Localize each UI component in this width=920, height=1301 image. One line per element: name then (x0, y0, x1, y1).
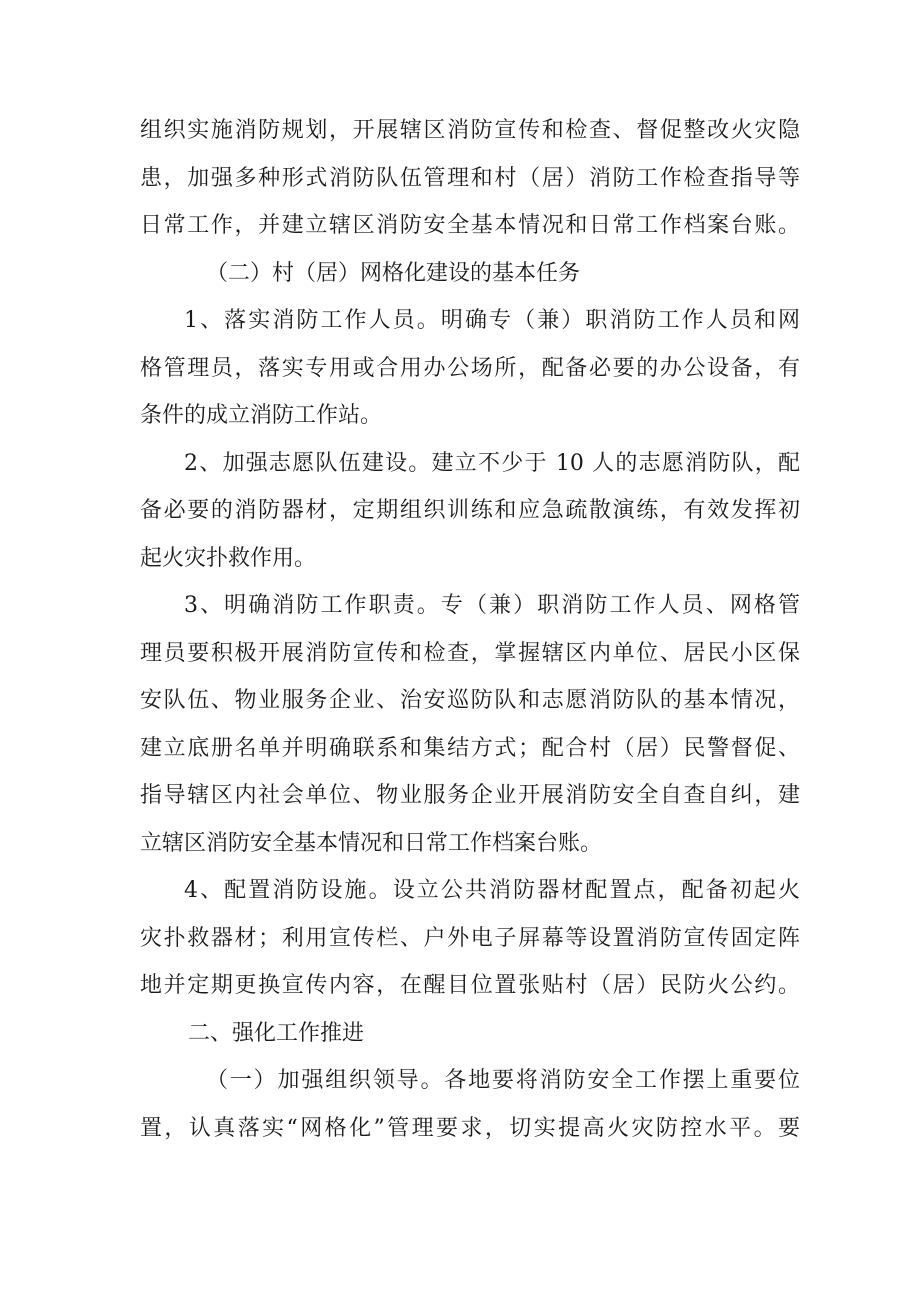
document-body (140, 107, 800, 1152)
section-heading: （二）村（居）网格化建设的基本任务 (206, 260, 581, 286)
paragraph-line: 组织实施消防规划，开展辖区消防宣传和检查、督促整改火灾隐 (140, 118, 800, 143)
paragraph-line: 灾扑救器材；利用宣传栏、户外电子屏幕等设置消防宣传固定阵 (140, 925, 800, 951)
paragraph-line: 条件的成立消防工作站。 (140, 403, 383, 428)
paragraph-line: 患，加强多种形式消防队伍管理和村（居）消防工作检查指导等 (140, 165, 800, 191)
paragraph-line: 起火灾扑救作用。 (140, 545, 317, 571)
paragraph-line: 格管理员，落实专用或合用办公场所，配备必要的办公设备，有 (140, 355, 800, 381)
paragraph-line: 立辖区消防安全基本情况和日常工作档案台账。 (140, 830, 603, 856)
paragraph-line: 指导辖区内社会单位、物业服务企业开展消防安全自查自纠，建 (140, 783, 800, 808)
paragraph-line: 2、加强志愿队伍建设。建立不少于 10 人的志愿消防队，配 (184, 450, 800, 476)
paragraph-line: 备必要的消防器材，定期组织训练和应急疏散演练，有效发挥初 (140, 498, 800, 523)
paragraph-line: 3、明确消防工作职责。专（兼）职消防工作人员、网格管 (184, 593, 800, 618)
paragraph-line: 理员要积极开展消防宣传和检查，掌握辖区内单位、居民小区保 (140, 640, 800, 666)
paragraph-line: 1、落实消防工作人员。明确专（兼）职消防工作人员和网 (184, 308, 800, 333)
section-heading: 二、强化工作推进 (188, 1020, 365, 1046)
paragraph-line: （一）加强组织领导。各地要将消防安全工作摆上重要位 (206, 1068, 800, 1093)
paragraph-line: 4、配置消防设施。设立公共消防器材配置点，配备初起火 (184, 878, 800, 903)
paragraph-line: 日常工作，并建立辖区消防安全基本情况和日常工作档案台账。 (140, 213, 800, 238)
paragraph-line: 建立底册名单并明确联系和集结方式；配合村（居）民警督促、 (140, 735, 800, 761)
paragraph-line: 置，认真落实“网格化”管理要求，切实提高火灾防控水平。要 (140, 1115, 800, 1141)
paragraph-line: 安队伍、物业服务企业、治安巡防队和志愿消防队的基本情况， (140, 688, 800, 713)
paragraph-line: 地并定期更换宣传内容，在醒目位置张贴村（居）民防火公约。 (140, 973, 800, 998)
